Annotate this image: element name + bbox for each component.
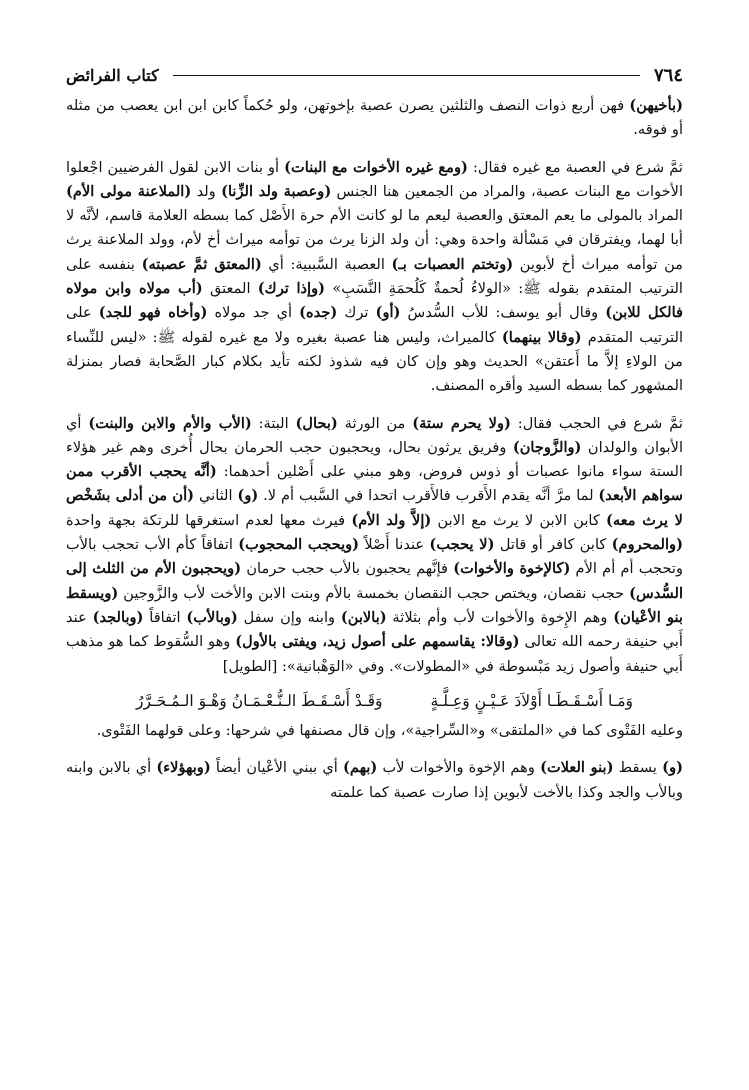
poem-hemistich-first: وَمَـا أَسْـقَـطَـا أَوْلاَدَ عَـيْـنٍ وَعِـلَّـةٍ [430,691,633,710]
bold-matn-text: (بهم) [343,759,378,777]
bold-matn-text: (بالابن) [340,608,387,626]
commentary-text: ثمَّ شرع في العصبة مع غيره فقال: [467,158,683,176]
commentary-text: حجب نقصان، ويختص حجب النقصان بخمسة بالأم وبنت الابن والأخت لأب والزَّوجين [118,584,630,602]
bold-matn-text: (و) [237,487,259,505]
commentary-text: كابن الابن لا يرث مع الابن [431,511,606,529]
paragraph-3 [66,412,683,679]
bold-matn-text: (إلاَّ ولد الأم) [351,511,432,529]
header-rule [173,75,640,76]
commentary-text: فيرث معها لعدم استغرقها للرتكة بجهة واحدة [66,511,352,529]
bold-matn-text: (الأب والأم والابن والبنت) [88,414,252,432]
commentary-text: على الترتيب المتقدم [66,304,683,346]
commentary-text: عندنا أَصْلاً [359,536,430,554]
text-body [66,94,683,1082]
commentary-text: المعتق [202,280,258,298]
bold-matn-text: (ومع غيره الأخوات مع البنات) [284,158,468,176]
commentary-text: وهم الإِخوة والأخوات لأب وأم بثلاثة [386,608,614,626]
poem-verse [66,689,683,713]
commentary-text: العصبة السَّببية: أي [261,255,392,273]
commentary-text: كالميراث، وليس هنا عصبة بغيره ولا مع غيره لقوله ﷺ: «ليس للنِّساء من الولاءِ إلاَّ ما أَعتقن» الحديث وهو وإن كان فيه شذوذ لكنه تأيد بكلام كبار الصَّحابة فصار بمنزلة المشهور كما بسطه السيد وأقره المصنف. [66,328,683,395]
bold-matn-text: (ويحجب المحجوب) [238,536,360,554]
bold-matn-text: (وعصبة ولد الزِّنا) [221,182,332,200]
running-header [66,62,683,88]
commentary-text: كابن كافر أو قاتل [494,536,612,554]
page-number: ٧٦٤ [653,64,683,86]
bold-matn-text: (جده) [299,304,338,322]
bold-matn-text: (وأخاه فهو للجد) [98,304,208,322]
commentary-text: بنفسه على الترتيب المتقدم بقوله ﷺ: «الولاءُ لُحمةٌ كَلُحمَةِ النَّسَبِ» [66,255,683,298]
paragraph-5 [66,756,683,805]
commentary-text: وهو السُّقوط كما هو مذهب أَبي حنيفة وأصول زيد مَبْسوطة في «المطولات». وفي «الوَهْبانية»: [الطويل] [66,633,683,675]
bold-matn-text: (وإذا ترك) [257,280,326,298]
commentary-text: أي بالابن وابنه وبالأب والجد وكذا بالأخت لأبوين إذا صارت عصبة كما علمته [66,759,683,801]
commentary-text: المراد بالمولى ما يعم المعتق والعصبة ليعم ما لو كانت الأم حرة الأَصْل كما بسطه العلامة قاسم، لأنَّه لا أبا لهما، ويفترقان في مَسْألة واحدة وهي: أن ولد الزنا يرث من توأمه ميراث أخ لأم، وولد الملاعنة يرث من توأمه ميراث أخ لأبوين [66,207,684,273]
bold-matn-text: (بحال) [295,414,338,432]
bold-matn-text: (أن من أدلى بشَخْص لا يرث معه) [66,487,683,529]
bold-matn-text: (ويسقط بنو الأعْيان) [66,584,683,626]
bold-matn-text: (ولا يحرم ستة) [412,414,511,432]
commentary-text: وفريق يرثون بحال، ويحجبون حجب الحرمان بحال أُخرى وهم غير هؤلاء الستة سواء مانوا عصبات أو ذوس فروض، وهو مبني على أَصْلين أحدهما: [66,438,683,481]
bold-matn-text: (والزَّوجان) [512,438,582,456]
commentary-text: اتفاقاً [143,608,187,626]
commentary-text: أي ببني الأعْيان أيضاً [210,759,344,777]
commentary-text: فإنَّهم يحجبون بالأب حجب حرمان [241,560,454,578]
bold-matn-text: (وبالأب) [186,608,238,626]
commentary-text: البتة: [251,414,296,432]
bold-matn-text: (بنو العلات) [540,759,614,777]
bold-matn-text: (و) [662,759,684,777]
commentary-text: أي الأبوان والولدان [66,414,683,456]
bold-matn-text: (أب مولاه وابن مولاه فالكل للابن) [66,280,684,322]
commentary-text: ثمَّ شرع في الحجب فقال: [510,414,683,432]
commentary-text: وابنه وإن سفل [237,608,341,626]
paragraph-2 [66,156,683,399]
paragraph-4 [66,719,683,743]
bold-matn-text: (كالإخوة والأخوات) [453,560,571,578]
commentary-text: اتفاقاً كأم الأب تحجب بالأب وتحجب أم أم الأم [66,536,684,578]
commentary-text: يسقط [613,759,663,777]
commentary-text: وعليه الفَتْوى كما في «الملتقى» و«السِّراجية»، وإن قال مصنفها في شرحها: وعلى قولهما الفَتْوى. [96,722,683,740]
commentary-text: لما مرَّ أنَّه يقدم الأَقرب فالأَقرب اتحدا في السَّبب أم لا. [258,487,599,505]
commentary-text: أو بنات الابن لقول الفرضيين اجْعلوا الأخوات مع البنات عصبة، والمراد من الجمعين هنا الجنس [66,158,684,200]
bold-matn-text: (أو) [375,304,401,322]
commentary-text: عند أَبي حنيفة رحمه الله تعالى [66,608,683,651]
commentary-text: ولد [191,182,222,200]
bold-matn-text: (وتختم العصبات بـ) [391,255,514,273]
bold-matn-text: (وقالا: يقاسمهم على أصول زيد، ويفتى بالأول) [235,633,520,651]
chapter-title: كتاب الفرائض [66,65,159,85]
commentary-text: من الورثة [337,414,413,432]
commentary-text: وقال أبو يوسف: للأب السُّدسُ [400,304,606,322]
poem-hemistich-second: وَقَـدْ أَسْـقَـطَ الـنُّـعْـمَـانُ وَهْـوَ الـمُـحَـرَّرُ [136,691,383,710]
commentary-text: الثاني [194,487,238,505]
bold-matn-text: (وقالا بينهما) [501,328,582,346]
commentary-text: وهم الإخوة والأخوات لأب [377,759,541,777]
commentary-text: ترك [337,304,376,322]
paragraph-1 [66,94,683,143]
bold-matn-text: (وبالجد) [92,608,144,626]
bold-matn-text: (أنَّه يحجب الأقرب ممن سواهم الأبعد) [66,463,683,505]
commentary-text: أي جد مولاه [207,304,300,322]
commentary-text: فهن أربع ذوات النصف والثلثين يصرن عصبة بإخوتهن، ولو حُكماً كابن ابن ابن يعصب من مثله أو فوقه. [66,97,683,139]
bold-matn-text: (ويحجبون الأم من الثلث إلى السُّدس) [66,560,683,602]
bold-matn-text: (لا يحجب) [429,536,495,554]
bold-matn-text: (المعتق ثمَّ عصبته) [141,255,262,273]
bold-matn-text: (وبهؤلاء) [156,759,211,777]
bold-matn-text: (والمحروم) [611,536,683,554]
bold-matn-text: (بأخيهن) [629,97,683,114]
bold-matn-text: (الملاعنة مولى الأم) [66,182,192,200]
